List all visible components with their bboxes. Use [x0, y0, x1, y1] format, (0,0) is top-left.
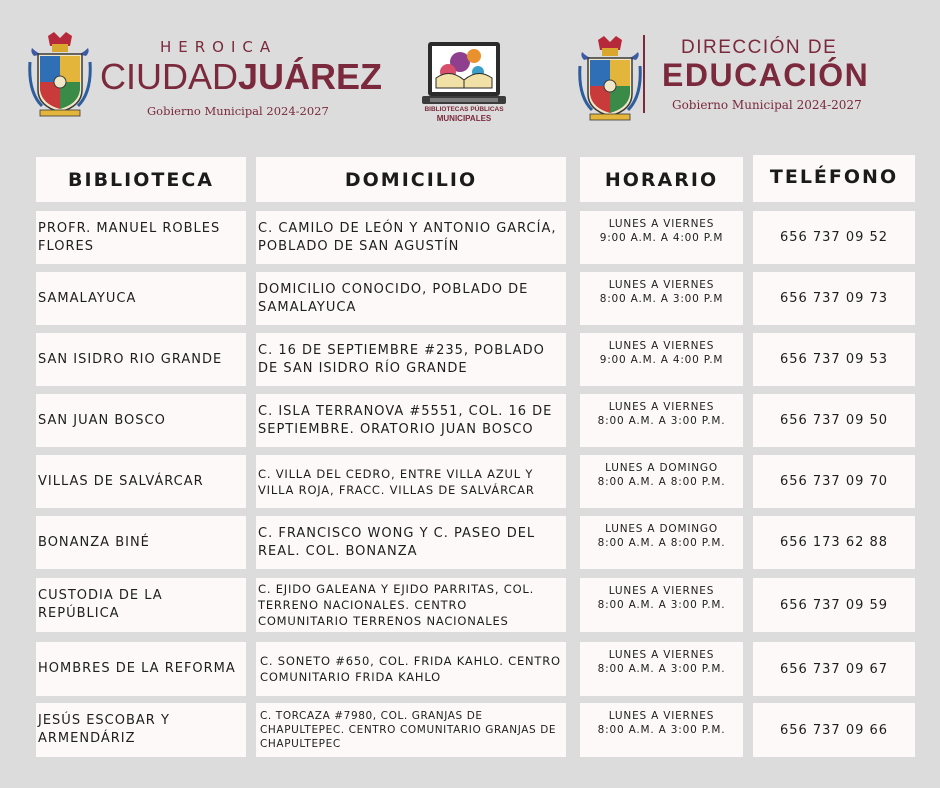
row-8-biblioteca: HOMBRES DE LA REFORMA	[36, 642, 246, 696]
row-4-telefono: 656 737 09 50	[753, 394, 915, 447]
row-2-horario	[580, 272, 743, 325]
ciudad-text: CIUDAD	[100, 56, 239, 97]
juarez-text: JUÁREZ	[238, 56, 383, 97]
row-4-biblioteca: SAN JUAN BOSCO	[36, 394, 246, 447]
row-1-domicilio: C. CAMILO DE LEÓN Y ANTONIO GARCÍA, POBLADO DE SAN AGUSTÍN	[256, 211, 566, 264]
row-5-biblioteca: VILLAS DE SALVÁRCAR	[36, 455, 246, 508]
gobierno-municipal-right: Gobierno Municipal 2024-2027	[672, 98, 862, 112]
row-6-biblioteca: BONANZA BINÉ	[36, 516, 246, 569]
educacion-crest-logo	[578, 36, 642, 122]
row-8-domicilio: C. SONETO #650, COL. FRIDA KAHLO. CENTRO COMUNITARIO FRIDA KAHLO	[256, 642, 566, 696]
row-1-horario	[580, 211, 743, 264]
direccion-de-text: DIRECCIÓN DE	[681, 37, 838, 58]
row-5-horario-horas: 8:00 A.M. A 8:00 P.M.	[597, 476, 726, 488]
row-2-telefono: 656 737 09 73	[753, 272, 915, 325]
ciudad-juarez-crest-logo	[28, 32, 92, 118]
row-1-horario-horas: 9:00 A.M. A 4:00 P.M	[599, 232, 724, 244]
row-9-domicilio: C. TORCAZA #7980, COL. GRANJAS DE CHAPULTEPEC. CENTRO COMUNITARIO GRANJAS DE CHAPULTEPEC	[256, 703, 566, 757]
row-7-horario	[580, 578, 743, 632]
row-4-horario	[580, 394, 743, 447]
row-2-horario-dias: LUNES A VIERNES	[608, 279, 715, 291]
row-3-telefono: 656 737 09 53	[753, 333, 915, 386]
row-5-telefono: 656 737 09 70	[753, 455, 915, 508]
educacion-title: EDUCACIÓN	[662, 57, 870, 93]
row-9-horario	[580, 703, 743, 757]
ciudad-juarez-title	[100, 56, 382, 98]
row-6-telefono: 656 173 62 88	[753, 516, 915, 569]
row-8-telefono: 656 737 09 67	[753, 642, 915, 696]
row-6-horario-dias: LUNES A DOMINGO	[605, 523, 718, 535]
header-biblioteca: BIBLIOTECA	[36, 157, 246, 202]
row-7-horario-horas: 8:00 A.M. A 3:00 P.M.	[597, 599, 726, 611]
row-8-horario-dias: LUNES A VIERNES	[608, 649, 715, 661]
row-1-biblioteca: PROFR. MANUEL ROBLES FLORES	[36, 211, 246, 264]
row-4-domicilio: C. ISLA TERRANOVA #5551, COL. 16 DE SEPTIEMBRE. ORATORIO JUAN BOSCO	[256, 394, 566, 447]
row-7-domicilio: C. EJIDO GALEANA Y EJIDO PARRITAS, COL. TERRENO NACIONALES. CENTRO COMUNITARIO TERRENOS NACIONALES	[256, 578, 566, 632]
row-5-horario	[580, 455, 743, 508]
row-3-domicilio: C. 16 DE SEPTIEMBRE #235, POBLADO DE SAN ISIDRO RÍO GRANDE	[256, 333, 566, 386]
row-3-horario	[580, 333, 743, 386]
row-1-telefono: 656 737 09 52	[753, 211, 915, 264]
row-9-biblioteca: JESÚS ESCOBAR Y ARMENDÁRIZ	[36, 703, 246, 757]
header-divider	[643, 35, 645, 113]
row-7-telefono: 656 737 09 59	[753, 578, 915, 632]
row-8-horario-horas: 8:00 A.M. A 3:00 P.M.	[597, 663, 726, 675]
bibliotecas-publicas-text: BIBLIOTECAS PÚBLICAS	[424, 106, 504, 113]
row-3-horario-dias: LUNES A VIERNES	[608, 340, 715, 352]
row-5-horario-dias: LUNES A DOMINGO	[605, 462, 718, 474]
row-4-horario-horas: 8:00 A.M. A 3:00 P.M.	[597, 415, 726, 427]
municipales-text: MUNICIPALES	[436, 114, 492, 123]
gobierno-municipal-left: Gobierno Municipal 2024-2027	[147, 104, 329, 118]
row-6-domicilio: C. FRANCISCO WONG Y C. PASEO DEL REAL. COL. BONANZA	[256, 516, 566, 569]
row-9-telefono: 656 737 09 66	[753, 703, 915, 757]
page-header	[0, 0, 940, 150]
row-5-domicilio: C. VILLA DEL CEDRO, ENTRE VILLA AZUL Y VILLA ROJA, FRACC. VILLAS DE SALVÁRCAR	[256, 455, 566, 508]
row-2-domicilio: DOMICILIO CONOCIDO, POBLADO DE SAMALAYUCA	[256, 272, 566, 325]
heroica-text: HEROICA	[160, 38, 278, 56]
header-telefono: TELÉFONO	[753, 155, 915, 202]
row-2-biblioteca: SAMALAYUCA	[36, 272, 246, 325]
row-7-horario-dias: LUNES A VIERNES	[608, 585, 715, 597]
row-6-horario	[580, 516, 743, 569]
header-domicilio: DOMICILIO	[256, 157, 566, 202]
row-9-horario-horas: 8:00 A.M. A 3:00 P.M.	[597, 724, 726, 736]
row-3-horario-horas: 9:00 A.M. A 4:00 P.M	[599, 354, 724, 366]
header-horario: HORARIO	[580, 157, 743, 202]
row-4-horario-dias: LUNES A VIERNES	[608, 401, 715, 413]
row-8-horario	[580, 642, 743, 696]
row-7-biblioteca: CUSTODIA DE LA REPÚBLICA	[36, 578, 246, 632]
row-2-horario-horas: 8:00 A.M. A 3:00 P.M	[599, 293, 724, 305]
row-6-horario-horas: 8:00 A.M. A 8:00 P.M.	[597, 537, 726, 549]
row-9-horario-dias: LUNES A VIERNES	[608, 710, 715, 722]
row-3-biblioteca: SAN ISIDRO RIO GRANDE	[36, 333, 246, 386]
row-1-horario-dias: LUNES A VIERNES	[608, 218, 715, 230]
